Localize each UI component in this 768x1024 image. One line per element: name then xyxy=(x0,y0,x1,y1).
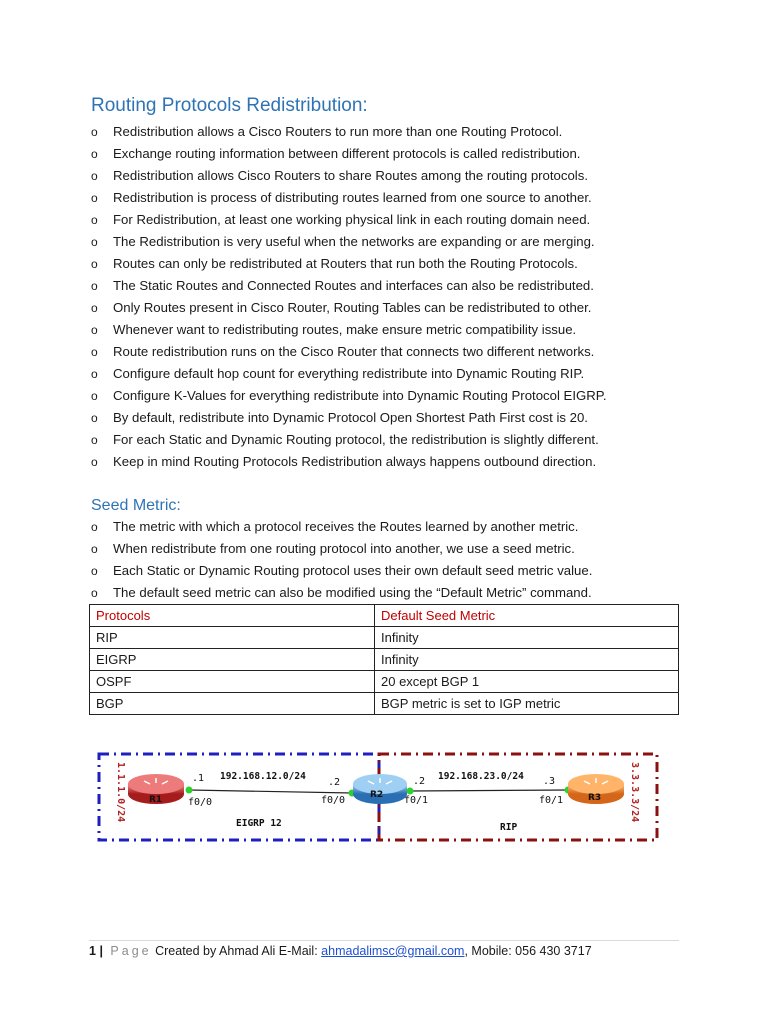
bullet-mark: o xyxy=(91,433,98,447)
table-cell-protocol: RIP xyxy=(90,627,375,649)
bullet-mark: o xyxy=(91,586,98,600)
r2-left-interface-label: f0/0 xyxy=(321,795,346,806)
list-item-text: Redistribution allows Cisco Routers to share Routes among the routing protocols. xyxy=(113,168,588,183)
footer-divider xyxy=(89,940,679,941)
list-item-text: By default, redistribute into Dynamic Protocol Open Shortest Path First cost is 20. xyxy=(113,410,588,425)
r2-right-interface-label: f0/1 xyxy=(404,795,429,806)
bullet-mark: o xyxy=(91,125,98,139)
r2-right-host-label: .2 xyxy=(413,776,426,787)
list-item-text: Whenever want to redistributing routes, make ensure metric compatibility issue. xyxy=(113,322,577,337)
list-item-text: Routes can only be redistributed at Routers that run both the Routing Protocols. xyxy=(113,256,578,271)
list-item-text: Only Routes present in Cisco Router, Routing Tables can be redistributed to other. xyxy=(113,300,592,315)
bullet-mark: o xyxy=(91,345,98,359)
list-item xyxy=(91,319,711,341)
list-item-text: Configure default hop count for everything redistribute into Dynamic Routing RIP. xyxy=(113,366,585,381)
list-item xyxy=(91,516,711,538)
footer-created-by: Created by Ahmad Ali E-Mail: xyxy=(155,944,318,958)
list-item-text: Redistribution is process of distributing routes learned from one source to another. xyxy=(113,190,592,205)
list-item xyxy=(91,341,711,363)
footer-separator: | xyxy=(99,944,103,958)
list-item-text: Redistribution allows a Cisco Routers to run more than one Routing Protocol. xyxy=(113,124,563,139)
footer-page-number: 1 xyxy=(89,944,96,958)
router-r1-label: R1 xyxy=(149,795,163,805)
table-row xyxy=(90,671,679,693)
r3-host-label: .3 xyxy=(543,776,556,787)
bullet-mark: o xyxy=(91,367,98,381)
bullet-mark: o xyxy=(91,257,98,271)
router-r3-label: R3 xyxy=(588,793,602,803)
link2-subnet-label: 192.168.23.0/24 xyxy=(438,771,524,782)
link-r1-r2 xyxy=(189,790,352,793)
list-item-text: The metric with which a protocol receives the Routes learned by another metric. xyxy=(113,519,579,534)
r1-interface-label: f0/0 xyxy=(188,797,213,808)
link-endpoint-dot xyxy=(407,788,414,795)
list-item xyxy=(91,143,711,165)
table-cell-protocol: BGP xyxy=(90,693,375,715)
table-cell-metric: BGP metric is set to IGP metric xyxy=(375,693,679,715)
eigrp-domain-label: EIGRP 12 xyxy=(236,818,282,829)
list-item xyxy=(91,363,711,385)
bullet-mark: o xyxy=(91,279,98,293)
list-item-text: Keep in mind Routing Protocols Redistribution always happens outbound direction. xyxy=(113,454,597,469)
r1-host-label: .1 xyxy=(192,773,205,784)
bullet-mark: o xyxy=(91,323,98,337)
list-item-text: Each Static or Dynamic Routing protocol uses their own default seed metric value. xyxy=(113,563,593,578)
bullet-mark: o xyxy=(91,411,98,425)
list-item xyxy=(91,407,711,429)
table-header-protocols: Protocols xyxy=(90,605,375,627)
list-item xyxy=(91,231,711,253)
list-item xyxy=(91,275,711,297)
right-network-label: 3.3.3.3/24 xyxy=(629,762,640,823)
table-header-default-seed-metric: Default Seed Metric xyxy=(375,605,679,627)
link1-subnet-label: 192.168.12.0/24 xyxy=(220,771,306,782)
table-row xyxy=(90,649,679,671)
list-item xyxy=(91,560,711,582)
table-cell-metric: Infinity xyxy=(375,649,679,671)
bullet-mark: o xyxy=(91,564,98,578)
r3-interface-label: f0/1 xyxy=(539,795,564,806)
router-r2-label: R2 xyxy=(370,790,384,800)
list-item-text: For each Static and Dynamic Routing protocol, the redistribution is slightly different. xyxy=(113,432,599,447)
list-item xyxy=(91,187,711,209)
list-item-text: Exchange routing information between different protocols is called redistribution. xyxy=(113,146,581,161)
footer-page-label: Page xyxy=(110,944,152,958)
seed-metric-table xyxy=(89,604,679,715)
list-item-text: Configure K-Values for everything redistribute into Dynamic Routing Protocol EIGRP. xyxy=(113,388,607,403)
bullet-mark: o xyxy=(91,520,98,534)
footer-email-link[interactable]: ahmadalimsc@gmail.com xyxy=(321,944,465,958)
bullet-mark: o xyxy=(91,542,98,556)
list-item-text: Route redistribution runs on the Cisco Router that connects two different networks. xyxy=(113,344,595,359)
table-row xyxy=(90,693,679,715)
bullet-mark: o xyxy=(91,301,98,315)
bullet-mark: o xyxy=(91,169,98,183)
list-item xyxy=(91,253,711,275)
list-item xyxy=(91,429,711,451)
rip-domain-label: RIP xyxy=(500,822,518,833)
table-row xyxy=(90,627,679,649)
list-item xyxy=(91,582,711,604)
left-network-label: 1.1.1.0/24 xyxy=(115,762,126,823)
bullet-mark: o xyxy=(91,191,98,205)
section-title-redistribution: Routing Protocols Redistribution: xyxy=(91,95,368,116)
link-endpoint-dot xyxy=(186,787,193,794)
table-cell-protocol: EIGRP xyxy=(90,649,375,671)
list-item xyxy=(91,538,711,560)
list-item xyxy=(91,121,711,143)
bullet-mark: o xyxy=(91,213,98,227)
link-r2-r3 xyxy=(410,790,568,791)
list-item xyxy=(91,385,711,407)
table-cell-protocol: OSPF xyxy=(90,671,375,693)
list-item xyxy=(91,297,711,319)
seed-metric-bullet-list xyxy=(91,516,711,604)
list-item-text: The Redistribution is very useful when the networks are expanding or are merging. xyxy=(113,234,595,249)
footer-mobile: , Mobile: 056 430 3717 xyxy=(464,944,592,958)
list-item-text: The Static Routes and Connected Routes and interfaces can also be redistributed. xyxy=(113,278,594,293)
page-footer xyxy=(89,944,592,958)
redistribution-bullet-list xyxy=(91,121,711,473)
bullet-mark: o xyxy=(91,147,98,161)
section-title-seed-metric: Seed Metric: xyxy=(91,497,181,514)
bullet-mark: o xyxy=(91,235,98,249)
list-item-text: The default seed metric can also be modified using the “Default Metric” command. xyxy=(113,585,592,600)
table-cell-metric: 20 except BGP 1 xyxy=(375,671,679,693)
list-item xyxy=(91,209,711,231)
bullet-mark: o xyxy=(91,455,98,469)
table-header-row xyxy=(90,605,679,627)
list-item-text: For Redistribution, at least one working physical link in each routing domain need. xyxy=(113,212,591,227)
list-item xyxy=(91,165,711,187)
bullet-mark: o xyxy=(91,389,98,403)
r2-left-host-label: .2 xyxy=(328,777,341,788)
network-topology-diagram xyxy=(96,748,660,844)
table-cell-metric: Infinity xyxy=(375,627,679,649)
list-item-text: When redistribute from one routing protocol into another, we use a seed metric. xyxy=(113,541,575,556)
list-item xyxy=(91,451,711,473)
